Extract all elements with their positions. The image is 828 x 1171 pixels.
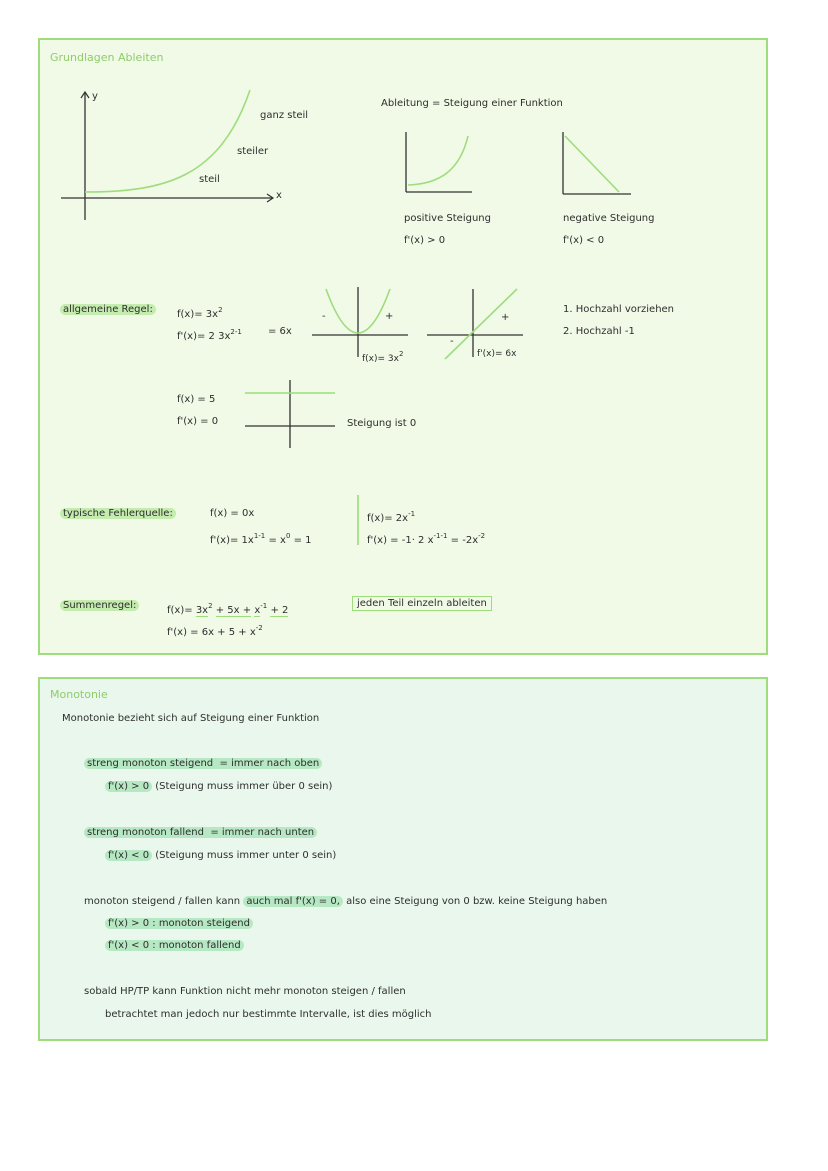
constant-graph [243, 378, 338, 450]
positive-slope-condition: f'(x) > 0 [404, 235, 446, 246]
error2-function: $f(x)= 2x^{-1}$ [367, 510, 416, 524]
steepness-graph [55, 88, 295, 228]
y-axis-label: y [92, 91, 98, 102]
line-minus: - [450, 336, 454, 347]
error-label: typische Fehlerquelle: [60, 508, 176, 520]
const-function: f(x) = 5 [177, 394, 216, 405]
strictly-decreasing-condition: f'(x) < 0 (Steigung muss immer unter 0 sein) [105, 850, 336, 862]
sum-function: $f(x)= 3x^2 + 5x + x^{-1} + 2$ [167, 602, 289, 616]
const-caption: Steigung ist 0 [347, 418, 417, 429]
section2-title: Monotonie [50, 688, 108, 701]
error-divider [356, 495, 360, 545]
parabola-caption: $f(x)= 3x^2$ [362, 350, 404, 364]
hp-tp-note-2: betrachtet man jedoch nur bestimmte Intervalle, ist dies möglich [105, 1009, 432, 1020]
line-caption: f'(x)= 6x [477, 349, 517, 359]
strictly-decreasing: streng monoton fallend = immer nach unten [84, 827, 317, 839]
parabola-plus: + [385, 311, 394, 322]
sum-rule-label: Summenregel: [60, 600, 139, 612]
monotony-intro: Monotonie bezieht sich auf Steigung einer Funktion [62, 713, 320, 724]
derivative-headline: Ableitung = Steigung einer Funktion [381, 98, 563, 109]
weak-monotony: monoton steigend / fallen kann auch mal f'(x) = 0, also eine Steigung von 0 bzw. keine Steigung haben [84, 896, 608, 907]
rule-step-2: 2. Hochzahl -1 [563, 326, 635, 337]
weak-decreasing: f'(x) < 0 : monoton fallend [105, 940, 244, 952]
strictly-increasing-condition: f'(x) > 0 (Steigung muss immer über 0 sein) [105, 781, 332, 793]
x-axis-label: x [276, 190, 282, 201]
const-derivative: f'(x) = 0 [177, 416, 219, 427]
label-ganz-steil: ganz steil [260, 110, 309, 121]
error2-derivative: f'(x) = -1· 2 $x^{-1-1} = -2x^{-2}$ [367, 532, 486, 546]
positive-slope-graph [400, 130, 480, 200]
rule-label: allgemeine Regel: [60, 304, 156, 316]
line-plus: + [501, 312, 510, 323]
hp-tp-note-1: sobald HP/TP kann Funktion nicht mehr monoton steigen / fallen [84, 986, 406, 997]
rule-function: $f(x)= 3x^2$ [177, 306, 223, 320]
label-steil: steil [199, 174, 220, 185]
rule-step-1: 1. Hochzahl vorziehen [563, 304, 675, 315]
error-function: f(x) = 0x [210, 508, 255, 519]
rule-derivative: f'(x)= 2 $3x^{2-1}$ [177, 328, 242, 342]
label-steiler: steiler [237, 146, 269, 157]
negative-slope-graph [557, 130, 637, 200]
error-derivative: $f'(x)= 1x^{1-1} = x^0 = 1$ [210, 532, 312, 546]
negative-slope-label: negative Steigung [563, 213, 655, 224]
rule-derivative-result: = 6x [268, 326, 292, 337]
strictly-increasing: streng monoton steigend = immer nach oben [84, 758, 322, 770]
sum-derivative: $f'(x) = 6x + 5 + x^{-2}$ [167, 624, 263, 638]
weak-increasing: f'(x) > 0 : monoton steigend [105, 918, 253, 930]
positive-slope-label: positive Steigung [404, 213, 491, 224]
parabola-minus: - [322, 311, 326, 322]
negative-slope-condition: f'(x) < 0 [563, 235, 605, 246]
sum-rule-box: jeden Teil einzeln ableiten [352, 598, 492, 610]
section1-title: Grundlagen Ableiten [50, 51, 164, 64]
